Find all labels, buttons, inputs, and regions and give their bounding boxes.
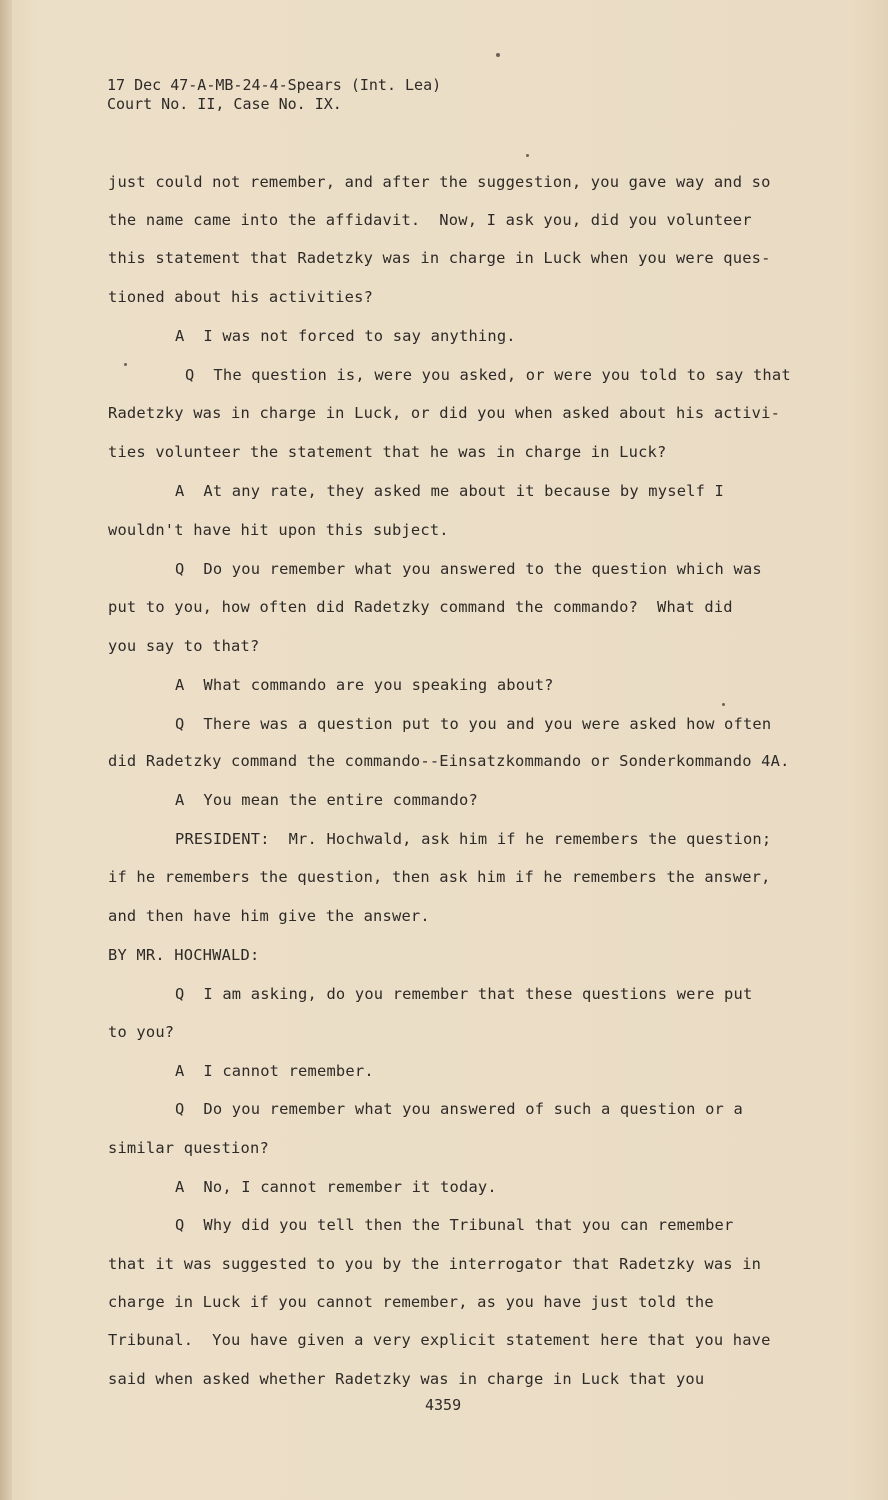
text-line: Q There was a question put to you and you were asked how often: [175, 715, 772, 733]
text-line: that it was suggested to you by the interrogator that Radetzky was in: [108, 1255, 762, 1273]
text-line: Q I am asking, do you remember that these questions were put: [175, 985, 753, 1003]
text-line: Radetzky was in charge in Luck, or did you when asked about his activi-: [108, 404, 781, 422]
paper-speck: [496, 53, 500, 57]
text-line: just could not remember, and after the suggestion, you gave way and so: [108, 173, 771, 191]
text-line: and then have him give the answer.: [108, 907, 430, 925]
text-line: wouldn't have hit upon this subject.: [108, 521, 449, 539]
text-line: A I cannot remember.: [175, 1062, 374, 1080]
page-number: 4359: [425, 1396, 462, 1414]
text-line: BY MR. HOCHWALD:: [108, 946, 260, 964]
text-line: Q Why did you tell then the Tribunal that you can remember: [175, 1216, 734, 1234]
text-line: A No, I cannot remember it today.: [175, 1178, 497, 1196]
text-line: said when asked whether Radetzky was in charge in Luck that you: [108, 1370, 705, 1388]
text-line: Q The question is, were you asked, or were you told to say that: [185, 366, 791, 384]
paper-speck: [722, 703, 725, 706]
text-line: Q Do you remember what you answered to the question which was: [175, 560, 762, 578]
text-line: if he remembers the question, then ask him if he remembers the answer,: [108, 868, 771, 886]
paper-edge: [0, 0, 12, 1500]
text-line: put to you, how often did Radetzky command the commando? What did: [108, 598, 733, 616]
text-line: this statement that Radetzky was in charge in Luck when you were ques-: [108, 249, 771, 267]
text-line: A At any rate, they asked me about it because by myself I: [175, 482, 725, 500]
text-line: similar question?: [108, 1139, 269, 1157]
header-line-court: Court No. II, Case No. IX.: [107, 95, 342, 113]
text-line: you say to that?: [108, 637, 260, 655]
paper-speck: [526, 154, 529, 157]
text-line: ties volunteer the statement that he was in charge in Luck?: [108, 443, 667, 461]
text-line: A I was not forced to say anything.: [175, 327, 516, 345]
text-line: to you?: [108, 1023, 175, 1041]
text-line: tioned about his activities?: [108, 288, 374, 306]
text-line: charge in Luck if you cannot remember, as you have just told the: [108, 1293, 714, 1311]
paper-speck: [124, 363, 127, 366]
text-line: PRESIDENT: Mr. Hochwald, ask him if he remembers the question;: [175, 830, 772, 848]
text-line: A What commando are you speaking about?: [175, 676, 554, 694]
text-line: did Radetzky command the commando--Einsatzkommando or Sonderkommando 4A.: [108, 752, 790, 770]
header-line-date-ref: 17 Dec 47-A-MB-24-4-Spears (Int. Lea): [107, 76, 442, 94]
text-line: A You mean the entire commando?: [175, 791, 478, 809]
text-line: Tribunal. You have given a very explicit statement here that you have: [108, 1331, 771, 1349]
text-line: Q Do you remember what you answered of such a question or a: [175, 1100, 743, 1118]
document-header: [107, 76, 441, 114]
text-line: the name came into the affidavit. Now, I ask you, did you volunteer: [108, 211, 752, 229]
